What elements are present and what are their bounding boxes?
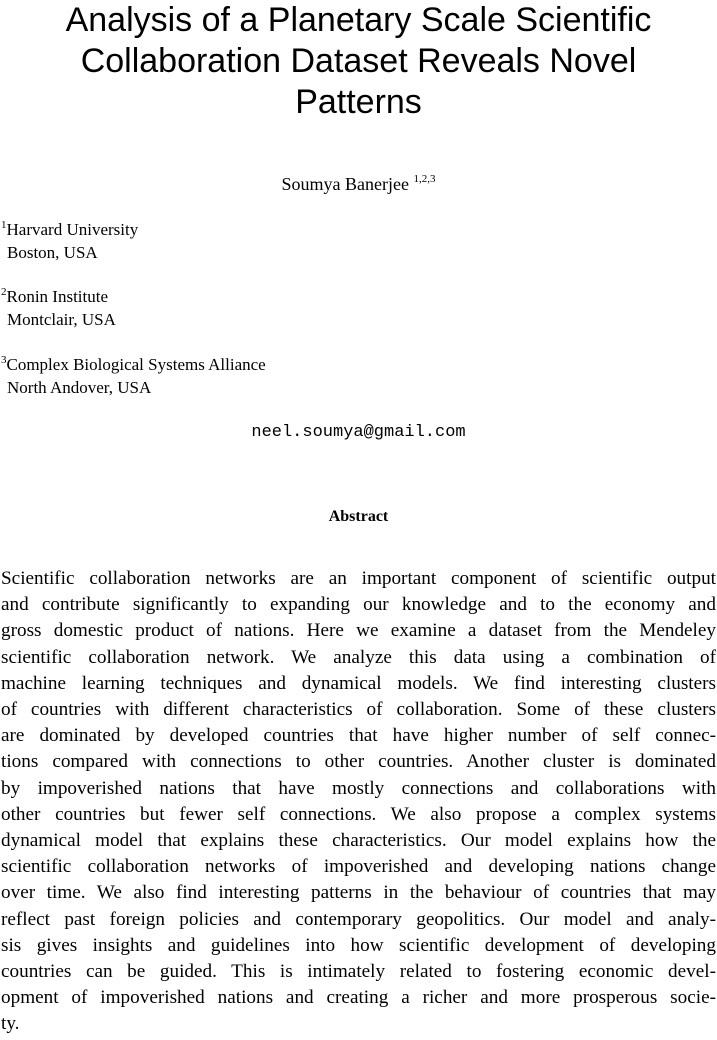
affiliation-location: North Andover, USA bbox=[7, 378, 152, 397]
affiliation-mark: 3 bbox=[1, 354, 7, 366]
abstract-line: reflect past foreign policies and contemporary geopolitics. Our model and analy- bbox=[1, 908, 716, 930]
affiliation-mark: 2 bbox=[1, 286, 7, 298]
abstract-line: of countries with different characteristics of collaboration. Some of these clusters bbox=[1, 699, 716, 721]
abstract-line: Scientific collaboration networks are an important component of scientific output bbox=[1, 568, 716, 589]
abstract-line: by impoverished nations that have mostly connections and collaborations with bbox=[1, 777, 716, 799]
affiliation-mark: 1 bbox=[1, 219, 7, 231]
abstract-heading: Abstract bbox=[328, 508, 389, 525]
abstract-line: dynamical model that explains these characteristics. Our model explains how the bbox=[1, 830, 716, 852]
abstract-line: and contribute significantly to expanding our knowledge and to the economy and bbox=[1, 594, 716, 616]
affiliation-location: Montclair, USA bbox=[7, 310, 116, 329]
author-affiliation-marks: 1,2,3 bbox=[413, 173, 436, 185]
abstract-line: opment of impoverished nations and creating a richer and more prosperous socie- bbox=[1, 987, 716, 1009]
abstract-line: countries can be guided. This is intimately related to fostering economic devel- bbox=[1, 961, 716, 983]
affiliation-name: Complex Biological Systems Alliance bbox=[6, 355, 266, 374]
affiliation-1 bbox=[1, 218, 138, 264]
abstract-line: ty. bbox=[1, 1013, 20, 1035]
abstract-line: over time. We also find interesting patterns in the behaviour of countries that may bbox=[1, 882, 716, 904]
affiliation-name: Harvard University bbox=[6, 220, 139, 239]
abstract-line: machine learning techniques and dynamical models. We find interesting clusters bbox=[1, 672, 716, 694]
abstract-line: sis gives insights and guidelines into how scientific development of developing bbox=[1, 934, 716, 956]
author-email: neel.soumya@gmail.com bbox=[251, 423, 466, 442]
abstract-line: other countries but fewer self connections. We also propose a complex systems bbox=[1, 803, 716, 825]
author-name: Soumya Banerjee bbox=[281, 174, 409, 194]
paper-title bbox=[0, 0, 717, 123]
abstract-line: are dominated by developed countries that have higher number of self connec- bbox=[1, 725, 716, 747]
affiliation-2 bbox=[1, 285, 116, 331]
affiliation-name: Ronin Institute bbox=[6, 287, 109, 306]
affiliation-3 bbox=[1, 353, 266, 399]
abstract-line: scientific collaboration networks of impoverished and developing nations change bbox=[1, 856, 716, 878]
abstract-line: gross domestic product of nations. Here we examine a dataset from the Mendeley bbox=[1, 620, 716, 642]
abstract-line: scientific collaboration network. We analyze this data using a combination of bbox=[1, 646, 716, 668]
affiliation-location: Boston, USA bbox=[7, 243, 98, 262]
title-line: Analysis of a Planetary Scale Scientific bbox=[65, 1, 652, 39]
abstract-line: tions compared with connections to other countries. Another cluster is dominated bbox=[1, 751, 716, 773]
author-line bbox=[0, 172, 717, 196]
abstract-body bbox=[1, 566, 716, 1038]
title-line: Patterns bbox=[295, 83, 422, 121]
title-line: Collaboration Dataset Reveals Novel bbox=[80, 42, 637, 80]
